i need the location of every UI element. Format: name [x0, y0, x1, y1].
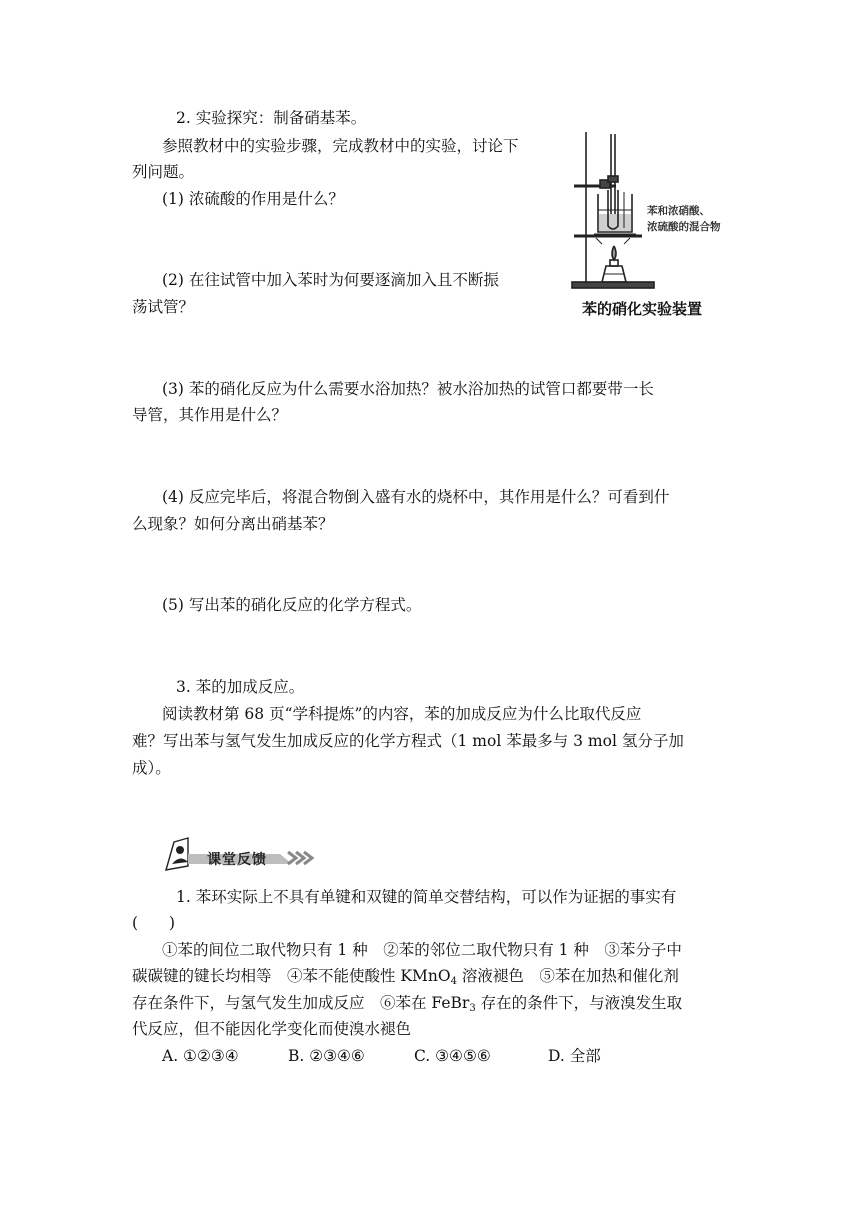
options-line1: ①苯的间位二取代物只有 1 种 ②苯的邻位二取代物只有 1 种 ③苯分子中 [162, 941, 682, 959]
section3-heading: 3. 苯的加成反应。 [176, 678, 305, 696]
choice-c: C. ③④⑤⑥ [414, 1047, 491, 1065]
options-line3: 存在条件下，与氢气发生加成反应 ⑥苯在 FeBr$_3$ 存在的条件下，与液溴发生取 [132, 994, 683, 1014]
feedback-question-line1: 1. 苯环实际上不具有单键和双键的简单交替结构，可以作为证据的事实有 [176, 888, 677, 906]
section3-line1: 阅读教材第 68 页“学科提炼”的内容，苯的加成反应为什么比取代反应 [162, 705, 642, 723]
section2-intro-line1: 参照教材中的实验步骤，完成教材中的实验，讨论下 [162, 137, 519, 155]
section2-heading: 2. 实验探究：制备硝基苯。 [176, 109, 367, 127]
options-line4: 代反应，但不能因化学变化而使溴水褪色 [132, 1020, 412, 1038]
nitration-apparatus-figure [568, 128, 658, 294]
choice-a: A. ①②③④ [162, 1047, 239, 1065]
feedback-question-blank: ( ) [132, 914, 176, 932]
question-5: (5) 写出苯的硝化反应的化学方程式。 [162, 596, 422, 614]
question-3-line2: 导管，其作用是什么？ [132, 406, 288, 424]
choice-b: B. ②③④⑥ [288, 1047, 365, 1065]
figure-label-line2: 浓硫酸的混合物 [647, 221, 721, 233]
question-2-line2: 荡试管？ [132, 298, 195, 316]
options-line2: 碳碳键的键长均相等 ④苯不能使酸性 KMnO$_4$ 溶液褪色 ⑤苯在加热和催化剂 [132, 967, 679, 987]
question-3-line1: (3) 苯的硝化反应为什么需要水浴加热？被水浴加热的试管口都要带一长 [162, 380, 654, 398]
section2-intro-line2: 列问题。 [132, 163, 195, 181]
figure-label-line1: 苯和浓硝酸、 [647, 205, 710, 217]
question-1: (1) 浓硫酸的作用是什么？ [162, 190, 344, 208]
choice-d: D. 全部 [548, 1047, 601, 1065]
section3-line2: 难？写出苯与氢气发生加成反应的化学方程式（1 mol 苯最多与 3 mol 氢分子加 [132, 732, 684, 750]
question-2-line1: (2) 在往试管中加入苯时为何要逐滴加入且不断振 [162, 271, 499, 289]
feedback-banner-title: 课堂反馈 [207, 852, 267, 868]
question-4-line1: (4) 反应完毕后，将混合物倒入盛有水的烧杯中，其作用是什么？可看到什 [162, 488, 670, 506]
section3-line3: 成）。 [132, 759, 171, 777]
figure-caption: 苯的硝化实验装置 [582, 300, 703, 318]
question-4-line2: 么现象？如何分离出硝基苯？ [132, 515, 334, 533]
